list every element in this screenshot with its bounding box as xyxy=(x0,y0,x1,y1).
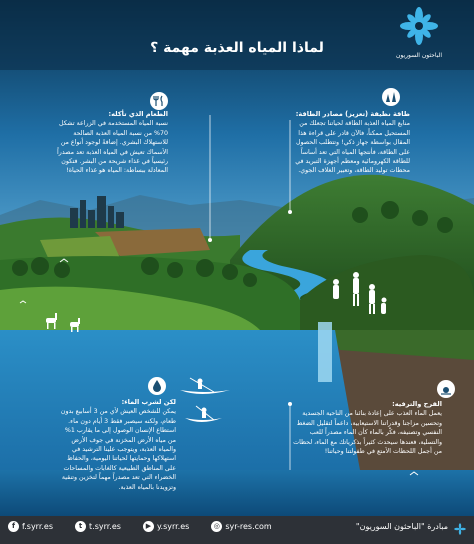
twitter-icon: t xyxy=(75,521,86,532)
info-block-food xyxy=(48,110,168,176)
website-label: syr-res.com xyxy=(225,522,272,531)
page-title: لماذا المياه العذبة مهمة ؟ xyxy=(150,40,324,56)
info-block-energy-heading: طاقة نظيفة (تعزيز) مصادر الطاقة: xyxy=(295,110,410,118)
sun-leisure-icon xyxy=(437,380,455,398)
facebook-icon: f xyxy=(8,521,19,532)
youtube-label: y.syrr.es xyxy=(156,522,190,531)
info-block-leisure-heading: الفرح والترفيه: xyxy=(392,400,442,408)
youtube-icon: ▶ xyxy=(143,521,154,532)
footer-flower-icon xyxy=(454,520,466,532)
water-drop-icon xyxy=(148,377,166,395)
fork-knife-icon xyxy=(150,92,168,110)
facebook-label: f.syrr.es xyxy=(22,522,54,531)
youtube-link[interactable] xyxy=(143,521,189,532)
twitter-link[interactable] xyxy=(75,521,121,532)
info-block-drinking-body: يمكن للشخص العيش لأي من 3 أسابيع بدون طعام، ولكنه سيصبر فقط 3 أيام دون ماء. استطاع الإنسان الوصول إلى ما يقارب 1% من مياه الأرض المخزنة في جوف الأرض والمياه العذبة، ويتوجب علينا الترشيد في استهلاكها وحمايتها لحياتنا اليومية، والحفاظ على المناطق الطبيعية كالغابات والمساحات الخضراء التي تعد مصدراً مهماً لتخزين وتنقية وتزويدنا بالمياه العذبة. xyxy=(60,408,176,491)
twitter-label: t.syrr.es xyxy=(89,522,121,531)
info-block-leisure xyxy=(292,400,442,456)
info-block-drinking-heading: لكن لشرب الماء: xyxy=(121,398,176,406)
footer-initiative: مبادرة "الباحثون السوريون" xyxy=(355,522,448,531)
info-block-food-heading: الطعام الذي تأكله: xyxy=(108,110,168,118)
info-block-drinking xyxy=(58,398,176,492)
info-block-leisure-body: يعمل الماء العذب على إعادة بنائنا من الناحية الجسدية وتحسين مزاجنا وقدراتنا الاستيعابية، داعماً لتقليل الضغط النفسي وتصنيفه، فكّر بالماء كأن الماء مصدراً للعب والتسلية، فعندها سيحدث كثيراً بذكرياتك مع الماء، لحظات من أجمل اللحظات الأمتع في طفولتنا وحياتنا! xyxy=(293,410,442,456)
footer-social-links xyxy=(8,521,272,532)
power-plant-icon xyxy=(382,88,400,106)
facebook-link[interactable] xyxy=(8,521,53,532)
globe-icon: ◎ xyxy=(211,521,222,532)
info-block-energy xyxy=(292,110,410,176)
info-block-energy-body: منابع المياه العذبة الطاقة لحياتنا تجعلك من المستحيل ممكناً، فالآن قادر على قراءة هذا المقال بواسطة جهاز ذكي! وتتطلب الحصول على الطاقة، فأنتجها المياه التي تعد أساساً للطاقة الكهرومائية ومعظم أجهزة التبريد في محطات توليد الطاقة، وتعبير الغلاف الجوي. xyxy=(295,120,410,175)
info-block-food-body: نسبة المياه المستخدمة في الزراعة تشكل 70% من نسبة المياه العذبة الصالحة للاستهلاك البشري. إضافةً لوجود أنواع من الأسماك تعيش في المياه العذبة تعد مصدراً رئيسياً في غذاء شريحة من البشر. فتكون المعادلة ببساطة: المياه هو غذاء الحياة! xyxy=(57,120,168,175)
website-link[interactable] xyxy=(211,521,271,532)
logo-text: الباحثون السوريون xyxy=(395,52,443,59)
